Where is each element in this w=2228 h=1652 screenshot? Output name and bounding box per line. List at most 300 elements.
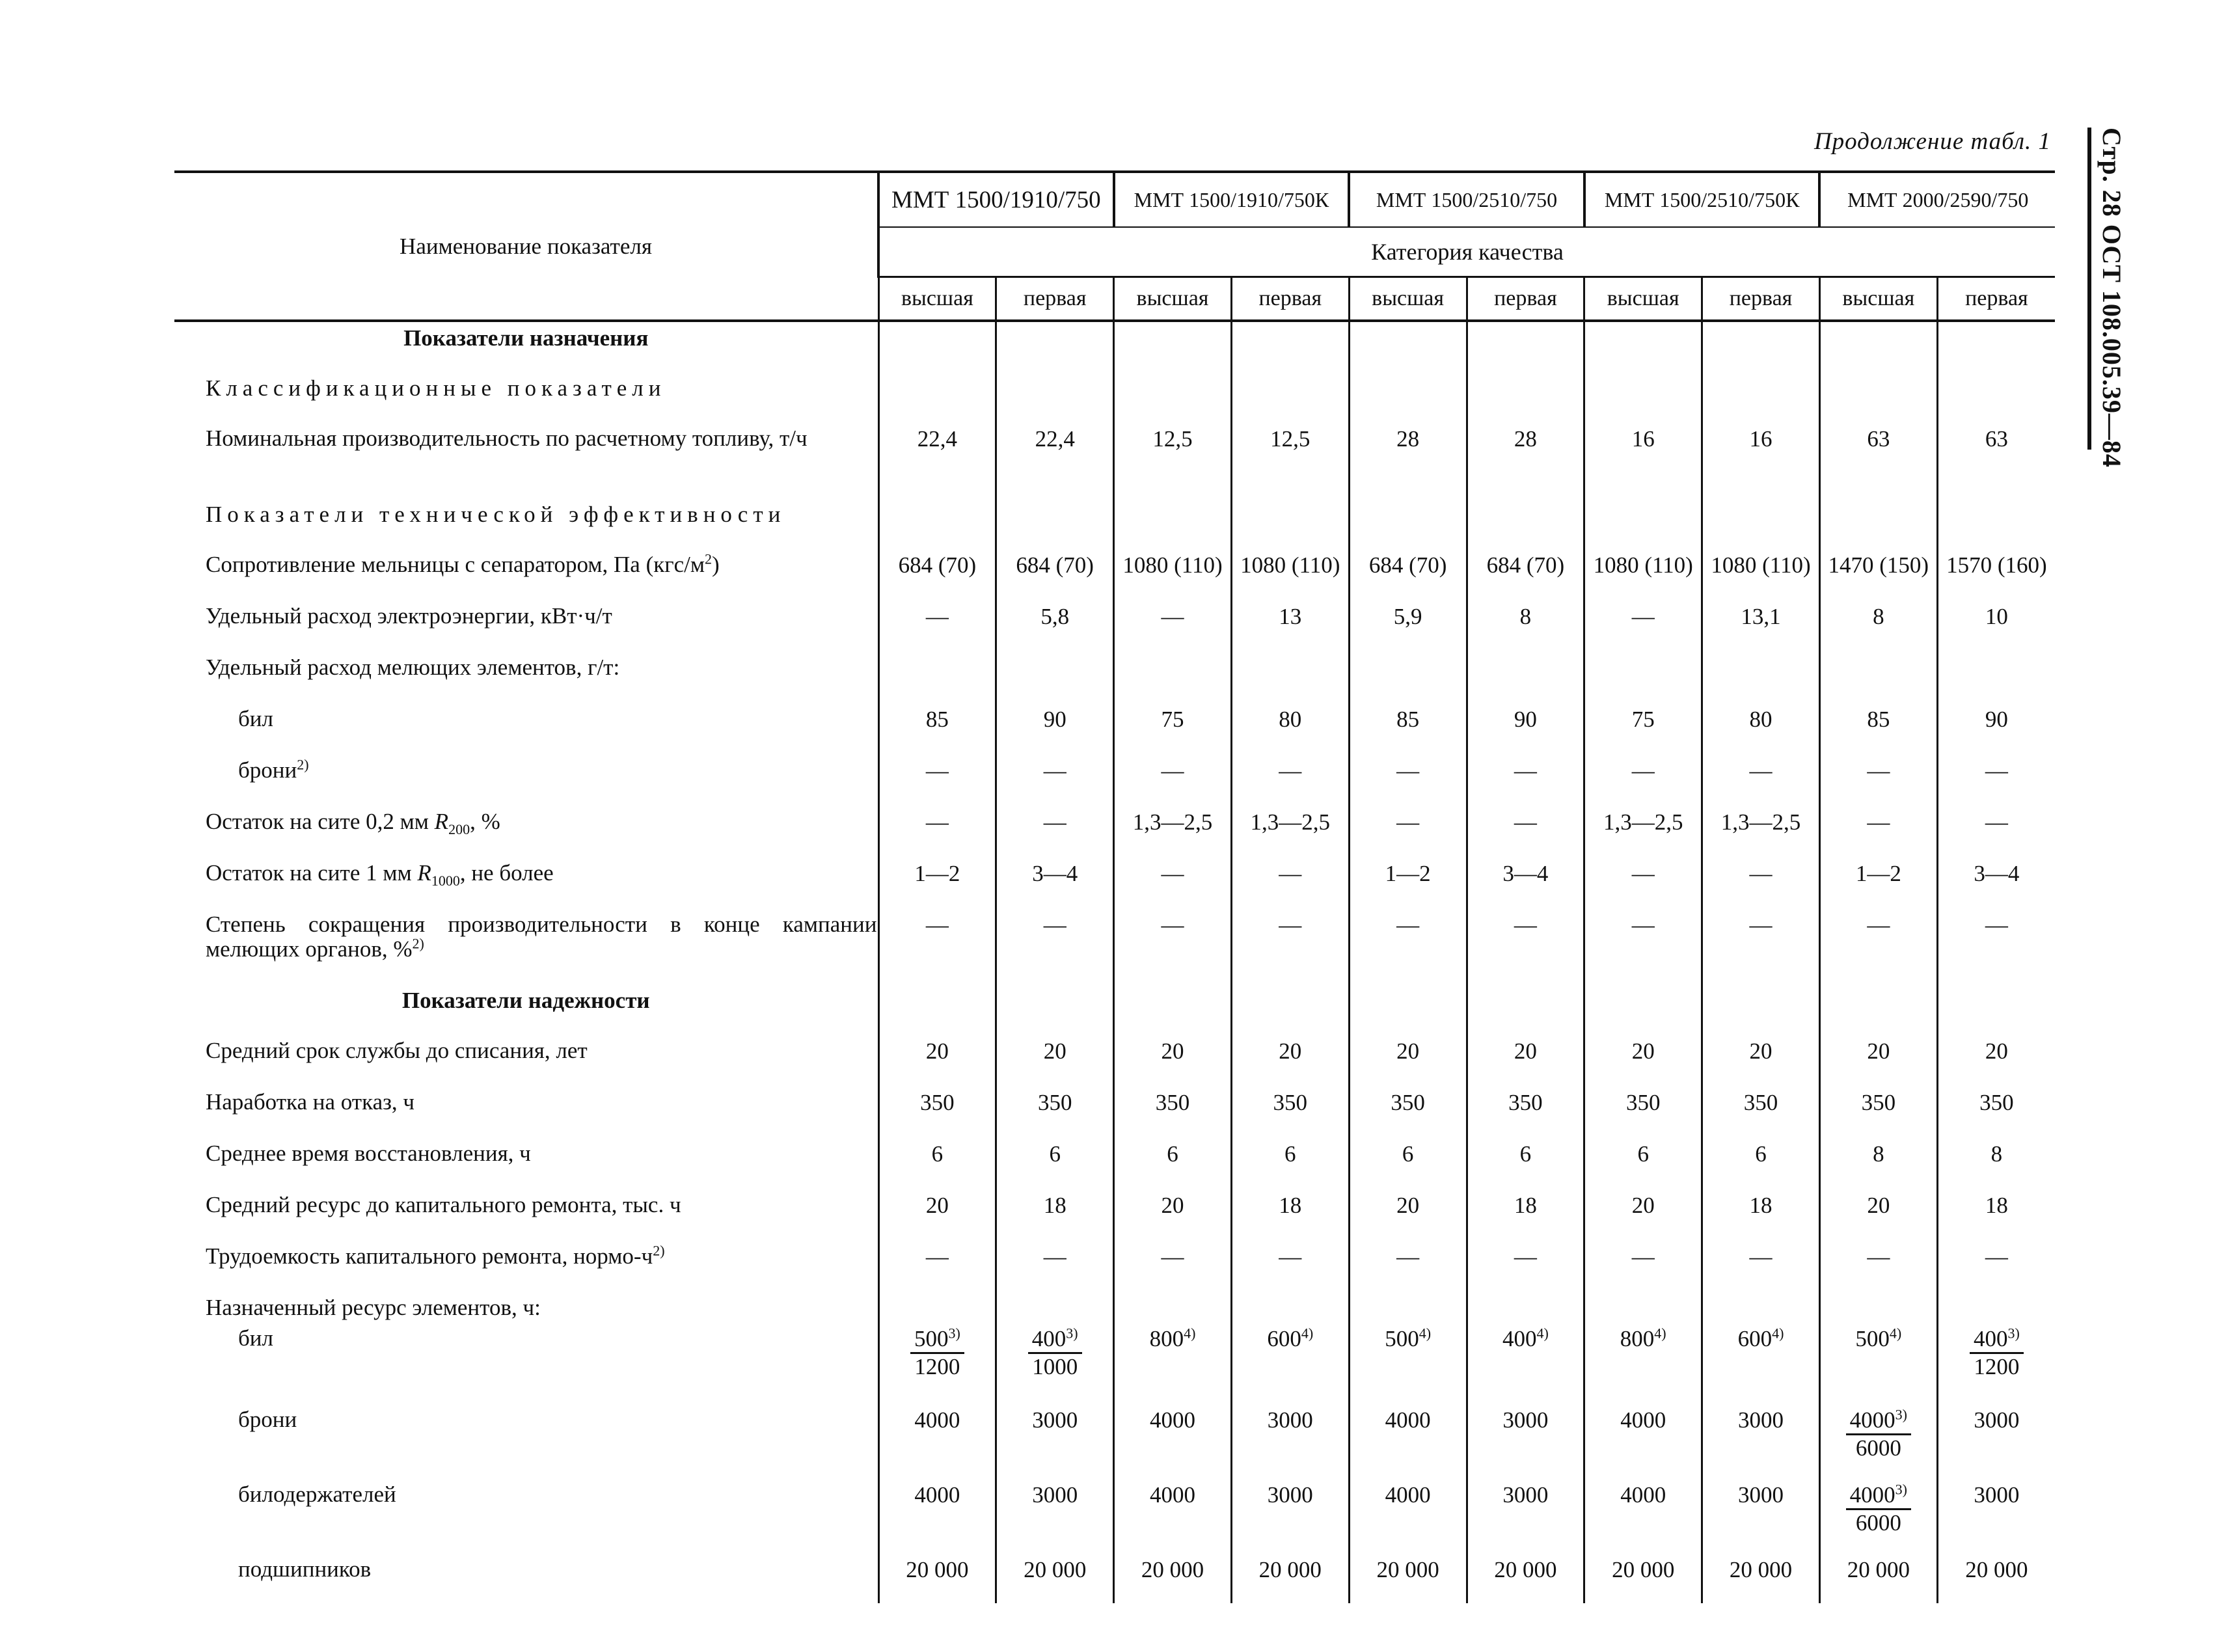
empty-cell — [1819, 321, 1937, 372]
cell-residue1-1: 1—2 — [878, 857, 996, 908]
cell-mtbf-8: 350 — [1702, 1086, 1820, 1137]
cell-residue1-10: 3—4 — [1937, 857, 2055, 908]
table-row-beaters_res — [174, 1322, 2055, 1403]
cell-beaters_res-5 — [1349, 1322, 1467, 1403]
empty-cell — [1937, 1292, 2055, 1322]
cell-mtbf-2: 350 — [996, 1086, 1114, 1137]
fraction-numerator — [1028, 1326, 1082, 1354]
row-label-restore — [174, 1137, 878, 1189]
table-row-capacity — [174, 422, 2055, 498]
table-row-service_life — [174, 1035, 2055, 1086]
fraction-top: 4000 — [1385, 1407, 1431, 1433]
fraction-value — [1970, 1326, 2024, 1380]
table-header — [174, 172, 2055, 321]
fraction-top: 4000 — [914, 1482, 960, 1508]
cell-resistance-6: 684 (70) — [1467, 548, 1584, 600]
row-label-bearings_res — [174, 1553, 878, 1603]
fraction-bottom: 1200 — [914, 1354, 960, 1379]
cell-resistance-5: 684 (70) — [1349, 548, 1467, 600]
fraction-top: 500 — [1855, 1326, 1890, 1351]
empty-cell — [1937, 321, 2055, 372]
empty-cell — [878, 372, 996, 422]
value-footnote: 3) — [1066, 1325, 1078, 1342]
cell-beaters-10: 90 — [1937, 703, 2055, 754]
empty-cell — [1114, 651, 1232, 703]
row-label-beaters_res — [174, 1322, 878, 1403]
cell-holders_res-2 — [996, 1478, 1114, 1553]
label-text: Остаток на сите 1 мм — [206, 860, 418, 886]
cell-bearings_res-3: 20 000 — [1114, 1553, 1232, 1603]
cell-bearings_res-1: 20 000 — [878, 1553, 996, 1603]
empty-cell — [878, 1292, 996, 1322]
indicators-table — [174, 170, 2055, 1603]
empty-cell — [1937, 372, 2055, 422]
cell-holders_res-7 — [1584, 1478, 1702, 1553]
header-model-2: ММТ 1500/1910/750К — [1114, 172, 1350, 227]
fraction-numerator — [1846, 1482, 1911, 1510]
empty-cell — [1584, 372, 1702, 422]
cell-armor_res-6 — [1467, 1403, 1584, 1478]
cell-resistance-10: 1570 (160) — [1937, 548, 2055, 600]
label-text: Средний ресурс до капитального ремонта, тыс. ч — [206, 1192, 681, 1217]
label-text: подшипников — [238, 1556, 372, 1582]
cell-residue02-7: 1,3—2,5 — [1584, 806, 1702, 857]
label-symbol: R — [417, 860, 431, 886]
header-model-5: ММТ 2000/2590/750 — [1819, 172, 2055, 227]
cell-overhaul_res-10: 18 — [1937, 1189, 2055, 1240]
cell-restore-8: 6 — [1702, 1137, 1820, 1189]
empty-cell — [1231, 498, 1349, 548]
fraction-bottom: 1000 — [1032, 1354, 1078, 1379]
value-footnote: 4) — [1772, 1325, 1784, 1342]
cell-restore-6: 6 — [1467, 1137, 1584, 1189]
fraction-value — [910, 1326, 964, 1380]
cell-bearings_res-8: 20 000 — [1702, 1553, 1820, 1603]
fraction-top: 400 — [1031, 1326, 1066, 1351]
empty-cell — [1702, 321, 1820, 372]
empty-cell — [1231, 321, 1349, 372]
row-label-residue1 — [174, 857, 878, 908]
empty-cell — [996, 651, 1114, 703]
fraction-bottom: 6000 — [1855, 1510, 1901, 1536]
empty-cell — [1114, 1292, 1232, 1322]
table-row-residue1 — [174, 857, 2055, 908]
empty-cell — [1467, 1292, 1584, 1322]
cell-residue02-4: 1,3—2,5 — [1231, 806, 1349, 857]
continuation-note: Продолжение табл. 1 — [1814, 128, 2051, 155]
cell-overhaul_res-2: 18 — [996, 1189, 1114, 1240]
cell-resistance-7: 1080 (110) — [1584, 548, 1702, 600]
table-row-resistance — [174, 548, 2055, 600]
cell-mtbf-6: 350 — [1467, 1086, 1584, 1137]
row-label-beaters — [174, 703, 878, 754]
section-title-reliability: Показатели надежности — [401, 988, 650, 1013]
cell-mtbf-4: 350 — [1231, 1086, 1349, 1137]
cell-beaters-1: 85 — [878, 703, 996, 754]
cell-resistance-4: 1080 (110) — [1231, 548, 1349, 600]
fraction-top: 3000 — [1502, 1482, 1549, 1508]
label-text: бил — [238, 1325, 274, 1351]
cell-beaters-9: 85 — [1819, 703, 1937, 754]
cell-service_life-2: 20 — [996, 1035, 1114, 1086]
table-row-armor_res — [174, 1403, 2055, 1478]
row-label-armor — [174, 754, 878, 806]
empty-cell — [878, 321, 996, 372]
cell-labor-7: — — [1584, 1240, 1702, 1292]
section-row-efficiency — [174, 498, 2055, 548]
label-subscript: 1000 — [431, 873, 460, 889]
empty-cell — [1349, 498, 1467, 548]
cell-service_life-9: 20 — [1819, 1035, 1937, 1086]
empty-cell — [1467, 372, 1584, 422]
fraction-top: 400 — [1973, 1326, 2008, 1351]
cell-bearings_res-7: 20 000 — [1584, 1553, 1702, 1603]
value-footnote: 4) — [1419, 1325, 1432, 1342]
header-sub-9: высшая — [1819, 277, 1937, 321]
empty-cell — [996, 321, 1114, 372]
cell-labor-10: — — [1937, 1240, 2055, 1292]
empty-cell — [1702, 1292, 1820, 1322]
fraction-numerator — [910, 1326, 964, 1354]
cell-residue02-1: — — [878, 806, 996, 857]
label-text: Сопротивление мельницы с сепаратором, Па (кгс/м — [206, 552, 705, 577]
cell-restore-4: 6 — [1231, 1137, 1349, 1189]
empty-cell — [1349, 651, 1467, 703]
empty-cell — [1114, 498, 1232, 548]
value-footnote: 3) — [948, 1325, 960, 1342]
empty-cell — [1467, 321, 1584, 372]
table-row-holders_res — [174, 1478, 2055, 1553]
empty-cell — [1231, 984, 1349, 1035]
cell-holders_res-3 — [1114, 1478, 1232, 1553]
header-sub-2: первая — [996, 277, 1114, 321]
cell-residue1-2: 3—4 — [996, 857, 1114, 908]
value-footnote: 4) — [1536, 1325, 1549, 1342]
label-text-end: ) — [712, 552, 720, 577]
table-row-labor — [174, 1240, 2055, 1292]
cell-residue02-3: 1,3—2,5 — [1114, 806, 1232, 857]
empty-cell — [1819, 984, 1937, 1035]
fraction-value — [914, 1482, 960, 1508]
empty-cell — [1349, 1292, 1467, 1322]
empty-cell — [1702, 372, 1820, 422]
fraction-top: 4000 — [1620, 1482, 1666, 1508]
header-sub-6: первая — [1467, 277, 1584, 321]
cell-overhaul_res-6: 18 — [1467, 1189, 1584, 1240]
empty-cell — [1584, 498, 1702, 548]
fraction-top: 600 — [1737, 1326, 1773, 1351]
fraction-top: 800 — [1149, 1326, 1184, 1351]
cell-labor-3: — — [1114, 1240, 1232, 1292]
cell-beaters_res-8 — [1702, 1322, 1820, 1403]
fraction-value — [1738, 1482, 1784, 1508]
fraction-top: 4000 — [1385, 1482, 1431, 1508]
cell-energy-9: 8 — [1819, 600, 1937, 651]
table-row-mtbf — [174, 1086, 2055, 1137]
cell-service_life-8: 20 — [1702, 1035, 1820, 1086]
cell-beaters-2: 90 — [996, 703, 1114, 754]
cell-armor_res-3 — [1114, 1403, 1232, 1478]
table-row-armor — [174, 754, 2055, 806]
cell-beaters_res-2 — [996, 1322, 1114, 1403]
empty-cell — [996, 984, 1114, 1035]
fraction-value — [1620, 1407, 1666, 1433]
label-text: Удельный расход электроэнергии, кВт·ч/т — [206, 603, 612, 629]
fraction-value — [1268, 1407, 1313, 1433]
empty-cell — [996, 372, 1114, 422]
cell-beaters-4: 80 — [1231, 703, 1349, 754]
fraction-value — [1268, 1482, 1313, 1508]
label-text: Трудоемкость капитального ремонта, нормо-ч — [206, 1243, 653, 1269]
cell-capacity-8: 16 — [1702, 422, 1820, 498]
cell-armor_res-9 — [1819, 1403, 1937, 1478]
cell-beaters-3: 75 — [1114, 703, 1232, 754]
cell-residue1-8: — — [1702, 857, 1820, 908]
cell-beaters_res-3 — [1114, 1322, 1232, 1403]
cell-energy-2: 5,8 — [996, 600, 1114, 651]
fraction-top: 3000 — [1502, 1407, 1549, 1433]
table-row-energy — [174, 600, 2055, 651]
page-side-label: Стр. 28 ОСТ 108.005.39—84 — [2097, 128, 2126, 468]
cell-restore-9: 8 — [1819, 1137, 1937, 1189]
cell-capacity-1: 22,4 — [878, 422, 996, 498]
label-text: брони — [238, 757, 297, 783]
cell-armor-1: — — [878, 754, 996, 806]
cell-service_life-5: 20 — [1349, 1035, 1467, 1086]
cell-reduction-9: — — [1819, 908, 1937, 984]
cell-resistance-1: 684 (70) — [878, 548, 996, 600]
table-row-bearings_res — [174, 1553, 2055, 1603]
fraction-top: 4000 — [914, 1407, 960, 1433]
section-title-purpose: Показатели назначения — [403, 325, 649, 351]
empty-cell — [1467, 651, 1584, 703]
empty-cell — [1819, 372, 1937, 422]
cell-armor_res-2 — [996, 1403, 1114, 1478]
cell-energy-4: 13 — [1231, 600, 1349, 651]
label-text: Номинальная производительность по расчетному топливу, т/ч — [206, 426, 808, 451]
cell-holders_res-4 — [1231, 1478, 1349, 1553]
cell-residue02-5: — — [1349, 806, 1467, 857]
label-text: бил — [238, 706, 274, 731]
fraction-value — [1385, 1407, 1431, 1433]
cell-energy-3: — — [1114, 600, 1232, 651]
empty-cell — [1937, 651, 2055, 703]
empty-cell — [1231, 651, 1349, 703]
cell-residue1-4: — — [1231, 857, 1349, 908]
cell-residue1-9: 1—2 — [1819, 857, 1937, 908]
fraction-bottom: 6000 — [1855, 1435, 1901, 1461]
empty-cell — [1819, 651, 1937, 703]
cell-service_life-1: 20 — [878, 1035, 996, 1086]
cell-reduction-3: — — [1114, 908, 1232, 984]
fraction-top: 4000 — [1149, 1482, 1195, 1508]
empty-cell — [1349, 372, 1467, 422]
cell-bearings_res-6: 20 000 — [1467, 1553, 1584, 1603]
cell-mtbf-9: 350 — [1819, 1086, 1937, 1137]
table-row-restore — [174, 1137, 2055, 1189]
cell-beaters-5: 85 — [1349, 703, 1467, 754]
cell-reduction-1: — — [878, 908, 996, 984]
cell-holders_res-5 — [1349, 1478, 1467, 1553]
value-footnote: 4) — [1301, 1325, 1314, 1342]
fraction-value — [1150, 1482, 1195, 1508]
cell-residue1-7: — — [1584, 857, 1702, 908]
empty-cell — [1349, 984, 1467, 1035]
cell-residue1-6: 3—4 — [1467, 857, 1584, 908]
fraction-value — [1028, 1326, 1082, 1380]
fraction-numerator — [1970, 1326, 2024, 1354]
label-text-end: , % — [470, 809, 500, 834]
section-row-purpose — [174, 321, 2055, 372]
empty-cell — [1349, 321, 1467, 372]
row-label-mtbf — [174, 1086, 878, 1137]
cell-residue02-8: 1,3—2,5 — [1702, 806, 1820, 857]
cell-resistance-2: 684 (70) — [996, 548, 1114, 600]
label-text: Степень сокращения производительности в конце кампании мелющих органов, % — [206, 912, 877, 962]
fraction-value — [914, 1407, 960, 1433]
fraction-value — [1846, 1407, 1911, 1461]
cell-energy-10: 10 — [1937, 600, 2055, 651]
cell-restore-2: 6 — [996, 1137, 1114, 1189]
fraction-top: 4000 — [1849, 1482, 1895, 1508]
row-label-overhaul_res — [174, 1189, 878, 1240]
empty-cell — [1467, 498, 1584, 548]
table-row-overhaul_res — [174, 1189, 2055, 1240]
cell-labor-5: — — [1349, 1240, 1467, 1292]
empty-cell — [1114, 372, 1232, 422]
empty-cell — [1702, 651, 1820, 703]
value-footnote: 4) — [1654, 1325, 1666, 1342]
fraction-top: 4000 — [1849, 1407, 1895, 1433]
cell-beaters_res-9 — [1819, 1322, 1937, 1403]
label-text: Удельный расход мелющих элементов, г/т: — [206, 655, 620, 680]
empty-cell — [996, 1292, 1114, 1322]
cell-armor_res-5 — [1349, 1403, 1467, 1478]
fraction-value — [1502, 1407, 1548, 1433]
label-footnote: 2 — [705, 550, 712, 567]
empty-cell — [878, 651, 996, 703]
header-sub-8: первая — [1702, 277, 1820, 321]
fraction-value — [1150, 1407, 1195, 1433]
section-title-efficiency: Показатели технической эффективности — [206, 502, 786, 527]
cell-armor-8: — — [1702, 754, 1820, 806]
cell-resistance-3: 1080 (110) — [1114, 548, 1232, 600]
label-subscript: 200 — [448, 821, 470, 837]
row-label-capacity — [174, 422, 878, 498]
empty-cell — [1702, 984, 1820, 1035]
cell-reduction-2: — — [996, 908, 1114, 984]
cell-overhaul_res-1: 20 — [878, 1189, 996, 1240]
cell-beaters_res-4 — [1231, 1322, 1349, 1403]
cell-mtbf-5: 350 — [1349, 1086, 1467, 1137]
cell-overhaul_res-4: 18 — [1231, 1189, 1349, 1240]
label-text: Наработка на отказ, ч — [206, 1089, 415, 1115]
value-footnote: 4) — [1184, 1325, 1196, 1342]
cell-beaters_res-10 — [1937, 1322, 2055, 1403]
table-row-assigned_title — [174, 1292, 2055, 1322]
section-title-classification: Классификационные показатели — [206, 375, 666, 401]
cell-bearings_res-10: 20 000 — [1937, 1553, 2055, 1603]
cell-service_life-10: 20 — [1937, 1035, 2055, 1086]
cell-residue1-5: 1—2 — [1349, 857, 1467, 908]
table-row-residue02 — [174, 806, 2055, 857]
section-row-reliability — [174, 984, 2055, 1035]
empty-cell — [1467, 984, 1584, 1035]
cell-labor-6: — — [1467, 1240, 1584, 1292]
cell-labor-4: — — [1231, 1240, 1349, 1292]
cell-overhaul_res-3: 20 — [1114, 1189, 1232, 1240]
empty-cell — [1584, 984, 1702, 1035]
cell-energy-8: 13,1 — [1702, 600, 1820, 651]
cell-capacity-2: 22,4 — [996, 422, 1114, 498]
fraction-top: 3000 — [1738, 1482, 1784, 1508]
empty-cell — [1819, 498, 1937, 548]
fraction-value — [1150, 1326, 1196, 1351]
row-label-service_life — [174, 1035, 878, 1086]
cell-armor-6: — — [1467, 754, 1584, 806]
cell-beaters-7: 75 — [1584, 703, 1702, 754]
cell-armor_res-4 — [1231, 1403, 1349, 1478]
cell-armor_res-8 — [1702, 1403, 1820, 1478]
cell-resistance-9: 1470 (150) — [1819, 548, 1937, 600]
fraction-value — [1738, 1326, 1784, 1351]
cell-capacity-10: 63 — [1937, 422, 2055, 498]
header-sub-4: первая — [1231, 277, 1349, 321]
empty-cell — [1584, 321, 1702, 372]
header-model-1: ММТ 1500/1910/750 — [878, 172, 1114, 227]
table-row-reduction — [174, 908, 2055, 984]
label-footnote: 2) — [653, 1242, 665, 1259]
cell-beaters-8: 80 — [1702, 703, 1820, 754]
fraction-top: 4000 — [1620, 1407, 1666, 1433]
label-text-end: , не более — [459, 860, 554, 886]
label-text: Назначенный ресурс элементов, ч: — [206, 1295, 541, 1320]
side-rule — [2087, 128, 2091, 450]
label-text: Средний срок службы до списания, лет — [206, 1038, 588, 1063]
empty-cell — [1231, 372, 1349, 422]
cell-holders_res-10 — [1937, 1478, 2055, 1553]
cell-labor-1: — — [878, 1240, 996, 1292]
fraction-value — [1385, 1482, 1431, 1508]
row-label-energy — [174, 600, 878, 651]
cell-service_life-6: 20 — [1467, 1035, 1584, 1086]
cell-bearings_res-9: 20 000 — [1819, 1553, 1937, 1603]
cell-holders_res-9 — [1819, 1478, 1937, 1553]
cell-armor_res-1 — [878, 1403, 996, 1478]
cell-restore-10: 8 — [1937, 1137, 2055, 1189]
cell-holders_res-8 — [1702, 1478, 1820, 1553]
label-text: билодержателей — [238, 1482, 396, 1507]
empty-cell — [1937, 498, 2055, 548]
value-footnote: 3) — [1895, 1406, 1907, 1423]
cell-armor-2: — — [996, 754, 1114, 806]
cell-reduction-8: — — [1702, 908, 1820, 984]
header-model-4: ММТ 1500/2510/750К — [1584, 172, 1820, 227]
cell-energy-7: — — [1584, 600, 1702, 651]
label-footnote: 2) — [412, 935, 424, 952]
fraction-top: 500 — [914, 1326, 949, 1351]
empty-cell — [996, 498, 1114, 548]
cell-energy-6: 8 — [1467, 600, 1584, 651]
row-label-labor — [174, 1240, 878, 1292]
cell-overhaul_res-7: 20 — [1584, 1189, 1702, 1240]
cell-energy-5: 5,9 — [1349, 600, 1467, 651]
fraction-value — [1738, 1407, 1784, 1433]
empty-cell — [1114, 321, 1232, 372]
row-label-assigned_title — [174, 1292, 878, 1322]
row-label-resistance — [174, 548, 878, 600]
fraction-numerator — [1846, 1407, 1911, 1435]
